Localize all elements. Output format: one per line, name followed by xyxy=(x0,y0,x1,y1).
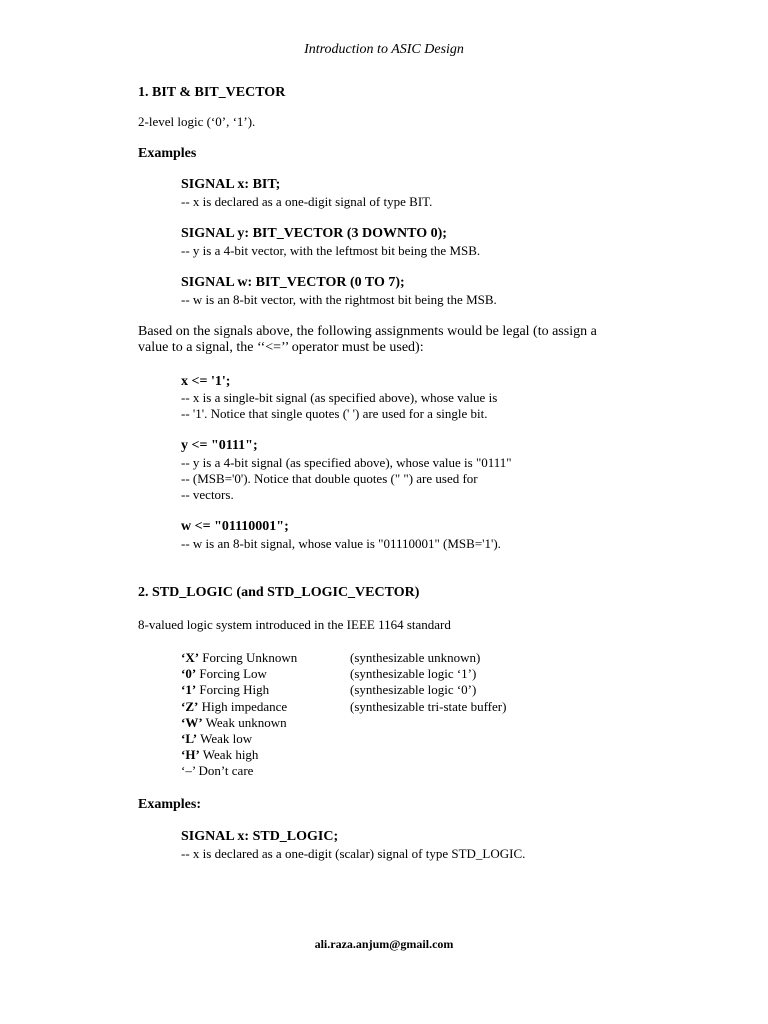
value-note-0: (synthesizable logic ‘1’) xyxy=(350,666,477,681)
paragraph-line-2: value to a signal, the ‘‘<=’’ operator must be used): xyxy=(138,340,424,355)
comment-signal-w: -- w is an 8-bit vector, with the rightmost bit being the MSB. xyxy=(181,292,497,307)
paragraph-line-1: Based on the signals above, the following assignments would be legal (to assign a xyxy=(138,324,597,339)
value-row-dont-care: ‘–’ Don’t care xyxy=(181,763,254,778)
value-note-z: (synthesizable tri-state buffer) xyxy=(350,699,507,714)
code-assign-x: x <= '1'; xyxy=(181,374,231,389)
comment-assign-y-3: -- vectors. xyxy=(181,487,234,502)
comment-signal-x-stdlogic: -- x is declared as a one-digit (scalar) signal of type STD_LOGIC. xyxy=(181,846,526,861)
section2-examples-label: Examples: xyxy=(138,797,201,812)
section1-intro: 2-level logic (‘0’, ‘1’). xyxy=(138,114,256,129)
section1-examples-label: Examples xyxy=(138,146,197,161)
code-signal-y: SIGNAL y: BIT_VECTOR (3 DOWNTO 0); xyxy=(181,226,447,241)
comment-assign-w-1: -- w is an 8-bit signal, whose value is "01110001" (MSB='1'). xyxy=(181,536,501,551)
value-note-1: (synthesizable logic ‘0’) xyxy=(350,682,477,697)
code-signal-w: SIGNAL w: BIT_VECTOR (0 TO 7); xyxy=(181,275,405,290)
footer-email: ali.raza.anjum@gmail.com xyxy=(314,937,454,951)
value-row-z: ‘Z’ High impedance xyxy=(181,699,288,714)
section2-heading: 2. STD_LOGIC (and STD_LOGIC_VECTOR) xyxy=(138,585,420,600)
value-row-0: ‘0’ Forcing Low xyxy=(181,666,267,681)
comment-signal-x: -- x is declared as a one-digit signal of type BIT. xyxy=(181,194,433,209)
section2-intro: 8-valued logic system introduced in the IEEE 1164 standard xyxy=(138,617,451,632)
value-row-1: ‘1’ Forcing High xyxy=(181,682,270,697)
comment-signal-y: -- y is a 4-bit vector, with the leftmost bit being the MSB. xyxy=(181,243,481,258)
comment-assign-x-2: -- '1'. Notice that single quotes (' ') are used for a single bit. xyxy=(181,406,488,421)
value-row-h: ‘H’ Weak high xyxy=(181,747,259,762)
value-row-w: ‘W’ Weak unknown xyxy=(181,715,287,730)
value-note-x: (synthesizable unknown) xyxy=(350,650,481,665)
code-signal-x: SIGNAL x: BIT; xyxy=(181,177,281,192)
comment-assign-y-2: -- (MSB='0'). Notice that double quotes (" ") are used for xyxy=(181,471,478,486)
code-assign-w: w <= "01110001"; xyxy=(181,519,289,534)
value-row-x: ‘X’ Forcing Unknown xyxy=(181,650,298,665)
code-assign-y: y <= "0111"; xyxy=(181,438,258,453)
code-signal-x-stdlogic: SIGNAL x: STD_LOGIC; xyxy=(181,829,339,844)
section1-heading: 1. BIT & BIT_VECTOR xyxy=(138,85,286,100)
page-header-title: Introduction to ASIC Design xyxy=(304,42,464,57)
comment-assign-y-1: -- y is a 4-bit signal (as specified above), whose value is "0111" xyxy=(181,455,512,470)
value-row-l: ‘L’ Weak low xyxy=(181,731,253,746)
comment-assign-x-1: -- x is a single-bit signal (as specified above), whose value is xyxy=(181,390,498,405)
